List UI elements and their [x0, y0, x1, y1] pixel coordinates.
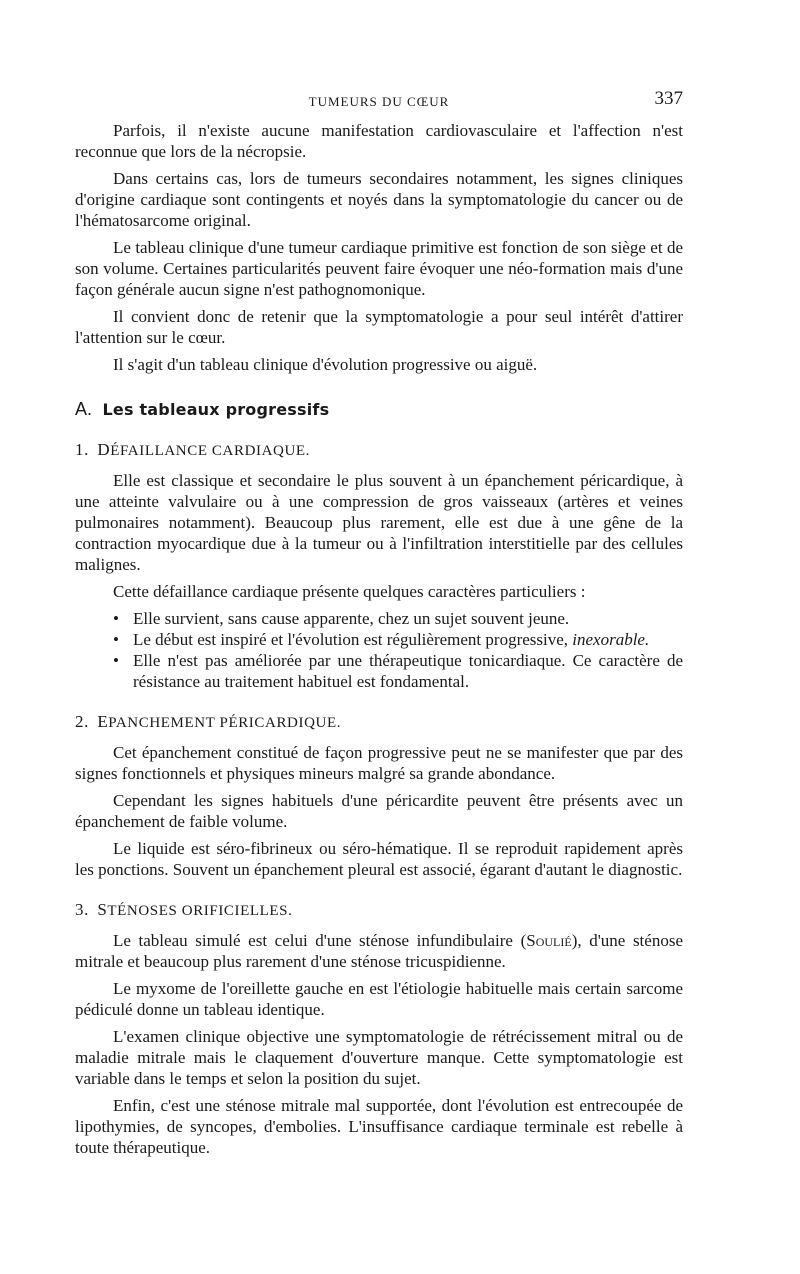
subheading-initial: D — [97, 440, 111, 459]
paragraph: Enfin, c'est une sténose mitrale mal supportée, dont l'évolution est entrecoupée de lipothymies, de syncopes, d'embolies. L'insuffisance cardiaque terminale est rebelle à toute thérapeutique. — [75, 1096, 683, 1157]
bullet-list — [75, 608, 683, 692]
subheading-number: 1. — [75, 440, 89, 459]
section-letter: A. — [75, 399, 93, 419]
paragraph: Il convient donc de retenir que la symptomatologie a pour seul intérêt d'attirer l'attention sur le cœur. — [75, 307, 683, 347]
running-head: TUMEURS DU CŒUR — [308, 94, 450, 109]
paragraph: Cependant les signes habituels d'une péricardite peuvent être présents avec un épanchement de faible volume. — [75, 791, 683, 831]
list-item: • Elle n'est pas améliorée par une thérapeutique tonicardiaque. Ce caractère de résistance au traitement habituel est fondamental. — [113, 650, 683, 692]
paragraph: Parfois, il n'existe aucune manifestation cardiovasculaire et l'affection n'est reconnue que lors de la nécropsie. — [75, 121, 683, 161]
author-name: Soulié — [526, 931, 572, 950]
page-content — [75, 88, 683, 1164]
paragraph: Dans certains cas, lors de tumeurs secondaires notamment, les signes cliniques d'origine cardiaque sont contingents et noyés dans la symptomatologie du cancer ou de l'hématosarcome original. — [75, 169, 683, 230]
list-item: • Le début est inspiré et l'évolution est régulièrement progressive, inexorable. — [113, 629, 683, 650]
paragraph: Il s'agit d'un tableau clinique d'évolution progressive ou aiguë. — [113, 355, 538, 374]
italic-text: inexorable. — [572, 630, 650, 649]
paragraph: Le tableau clinique d'une tumeur cardiaque primitive est fonction de son siège et de son volume. Certaines particularités peuvent faire évoquer une néo-formation mais d'une façon générale aucun signe n'est pathognomonique. — [75, 238, 683, 299]
paragraph: Le liquide est séro-fibrineux ou séro-hématique. Il se reproduit rapidement après les ponctions. Souvent un épanchement pleural est associé, égarant d'autant le diagnostic. — [75, 839, 683, 879]
section-title: Les tableaux progressifs — [102, 400, 330, 419]
page-number: 337 — [654, 88, 683, 109]
paragraph: Elle est classique et secondaire le plus souvent à un épanchement péricardique, à une atteinte valvulaire ou à une compression de gros vaisseaux (artères et veines pulmonaires notamment). Beaucoup plus rarement, elle est due à une gêne de la contraction myocardique due à la tumeur ou à l'infiltration interstitielle par des cellules malignes. — [75, 471, 683, 574]
paragraph: Cet épanchement constitué de façon progressive peut ne se manifester que par des signes fonctionnels et physiques mineurs malgré sa grande abondance. — [75, 743, 683, 783]
subheading-epanchement — [75, 712, 683, 732]
subheading-initial: E — [97, 712, 109, 731]
subheading-text: PANCHEMENT PÉRICARDIQUE. — [108, 715, 342, 731]
paragraph: L'examen clinique objective une symptomatologie de rétrécissement mitral ou de maladie mitrale mais le claquement d'ouverture manque. Cette symptomatologie est variable dans le temps et selon la position du sujet. — [75, 1027, 683, 1088]
subheading-defaillance — [75, 440, 683, 460]
subheading-initial: S — [97, 900, 108, 919]
subheading-text: ÉFAILLANCE CARDIAQUE. — [110, 443, 311, 459]
subheading-number: 3. — [75, 900, 89, 919]
subheading-number: 2. — [75, 712, 89, 731]
paragraph: Le myxome de l'oreillette gauche en est l'étiologie habituelle mais certain sarcome pédiculé donne un tableau identique. — [75, 979, 683, 1019]
list-item: • Elle survient, sans cause apparente, chez un sujet souvent jeune. — [113, 608, 683, 629]
paragraph: Cette défaillance cardiaque présente quelques caractères particuliers : — [113, 582, 586, 601]
subheading-text: TÉNOSES ORIFICIELLES. — [107, 903, 293, 919]
subheading-stenoses — [75, 900, 683, 920]
section-heading-a — [75, 399, 683, 420]
page-header — [75, 88, 683, 116]
paragraph: Le tableau simulé est celui d'une sténose infundibulaire (Soulié), d'une sténose mitrale et beaucoup plus rarement d'une sténose tricuspidienne. — [75, 931, 683, 971]
